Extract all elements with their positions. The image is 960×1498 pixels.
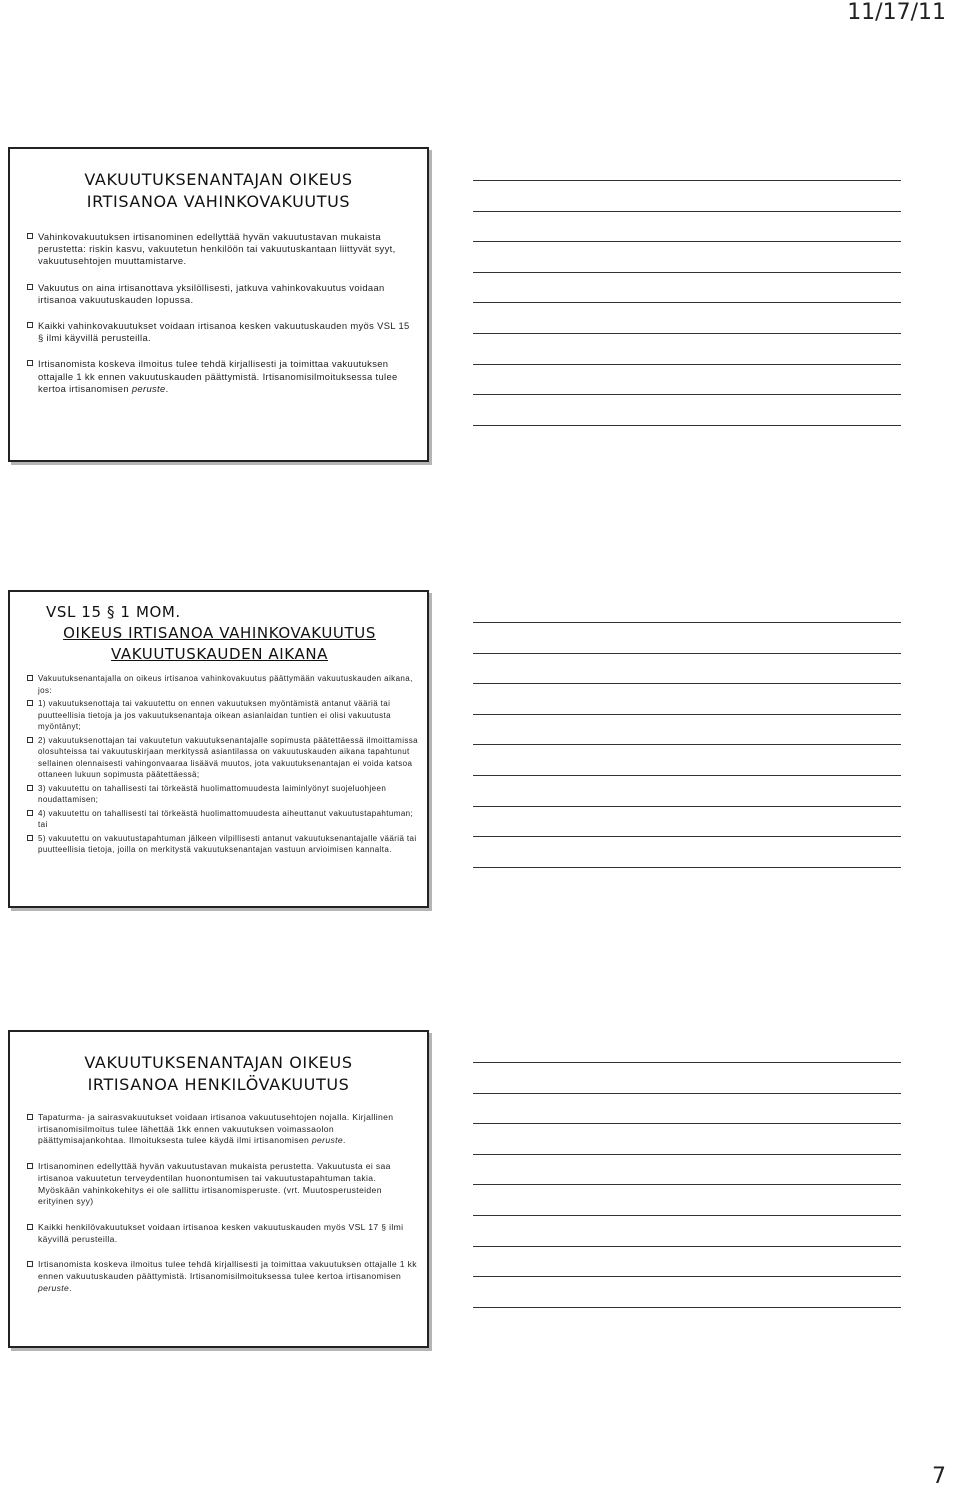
slide-2-bullet-4: 3) vakuutettu on tahallisesti tai törkeästä huolimattomuudesta laiminlyönyt suojeluohjeen noudattamisen;: [20, 783, 419, 806]
slide-1-title-line1: VAKUUTUKSENANTAJAN OIKEUS: [84, 170, 353, 189]
note-line: [473, 1307, 901, 1308]
note-line: [473, 1062, 901, 1063]
square-bullet-icon: [27, 1114, 33, 1120]
square-bullet-icon: [27, 1163, 33, 1169]
slide-3-bullet-4-emph: peruste: [38, 1282, 70, 1293]
slide-2-title: [20, 602, 419, 665]
slide-3-bullet-1: Tapaturma- ja sairasvakuutukset voidaan irtisanoa vakuutusehtojen nojalla. Kirjallinen irtisanomisilmoitus tulee lähettää 1kk ennen vakuutuksen voimassaolon päättymisajankohtaa. Ilmoituksesta tulee käydä ilmi irtisanomisen peruste.: [20, 1112, 417, 1147]
notes-lines-1: [473, 180, 901, 455]
slide-1-bullet-3: Kaikki vahinkovakuutukset voidaan irtisanoa kesken vakuutuskauden myös VSL 15 § ilmi käyvillä perusteilla.: [20, 320, 417, 344]
slide-3-bullet-1-emph: peruste: [311, 1135, 343, 1146]
note-line: [473, 622, 901, 623]
square-bullet-icon: [27, 233, 33, 239]
slide-1: [8, 147, 429, 462]
note-line: [473, 1154, 901, 1155]
square-bullet-icon: [27, 1224, 33, 1230]
note-line: [473, 806, 901, 807]
note-line: [473, 180, 901, 181]
page-number: 7: [932, 1464, 946, 1489]
note-line: [473, 272, 901, 273]
slide-3-title: [20, 1052, 417, 1096]
note-line: [473, 394, 901, 395]
note-line: [473, 744, 901, 745]
note-line: [473, 1093, 901, 1094]
slide-1-bullet-list: [20, 231, 417, 395]
slide-1-bullet-4: Irtisanomista koskeva ilmoitus tulee tehdä kirjallisesti ja toimittaa vakuutuksen ottajalle 1 kk ennen vakuutuskauden päättymistä. Irtisanomisilmoituksessa tulee kertoa irtisanomisen peruste.: [20, 358, 417, 395]
square-bullet-icon: [27, 322, 33, 328]
square-bullet-icon: [27, 785, 33, 791]
note-line: [473, 683, 901, 684]
note-line: [473, 714, 901, 715]
square-bullet-icon: [27, 675, 33, 681]
slide-3-bullet-4: Irtisanomista koskeva ilmoitus tulee tehdä kirjallisesti ja toimittaa vakuutuksen ottajalle 1 kk ennen vakuutuskauden päättymistä. Irtisanomisilmoituksessa tulee kertoa irtisanomisen peruste.: [20, 1259, 417, 1294]
slide-1-bullet-1: Vahinkovakuutuksen irtisanominen edellyttää hyvän vakuutustavan mukaista perustetta: riskin kasvu, vakuutetun henkilöön tai vakuutuskantaan liittyvät syyt, vakuutusehtojen muuttamistarve.: [20, 231, 417, 268]
slide-2-title-line2: OIKEUS IRTISANOA VAHINKOVAKUUTUS: [63, 624, 376, 642]
slide-1-bullet-4-emph: peruste: [131, 382, 166, 394]
slide-3: [8, 1030, 429, 1348]
slide-2-bullet-2: 1) vakuutuksenottaja tai vakuutettu on ennen vakuutuksen myöntämistä antanut vääriä tai puutteellisia tietoja ja jos vakuutuksenantaja oikean asianlaidan tuntien ei olisi vakuutusta myöntänyt;: [20, 698, 419, 733]
square-bullet-icon: [27, 284, 33, 290]
note-line: [473, 1215, 901, 1216]
slide-2-bullet-6: 5) vakuutettu on vakuutustapahtuman jälkeen vilpillisesti antanut vakuutuksenantajalle vääriä tai puutteellisia tietoja, joilla on merkitystä vakuutuksenantajan vastuun arvioimisen kannalta.: [20, 833, 419, 856]
square-bullet-icon: [27, 360, 33, 366]
note-line: [473, 1246, 901, 1247]
note-line: [473, 364, 901, 365]
note-line: [473, 653, 901, 654]
slide-2-title-line1: VSL 15 § 1 MOM.: [46, 603, 181, 621]
note-line: [473, 211, 901, 212]
note-line: [473, 1123, 901, 1124]
slide-3-bullet-2: Irtisanominen edellyttää hyvän vakuutustavan mukaista perustetta. Vakuutusta ei saa irtisanoa vakuutetun terveydentilan huonontumisen tai vakuutustapahtuman takia. Myöskään vahinkokehitys ei ole sallittu irtisanomisperuste. (vrt. Muutosperusteiden erityinen syy): [20, 1161, 417, 1208]
slide-3-bullet-list: [20, 1112, 417, 1294]
notes-lines-3: [473, 1062, 901, 1337]
note-line: [473, 836, 901, 837]
slide-2-bullet-1: Vakuutuksenantajalla on oikeus irtisanoa vahinkovakuutus päättymään vakuutuskauden aikana, jos:: [20, 673, 419, 696]
square-bullet-icon: [27, 700, 33, 706]
note-line: [473, 425, 901, 426]
slide-1-title-line2: IRTISANOA VAHINKOVAKUUTUS: [86, 192, 351, 211]
note-line: [473, 302, 901, 303]
square-bullet-icon: [27, 810, 33, 816]
slide-2-title-line3: VAKUUTUSKAUDEN AIKANA: [110, 645, 329, 663]
square-bullet-icon: [27, 1261, 33, 1267]
slide-1-title: [20, 169, 417, 213]
note-line: [473, 775, 901, 776]
slide-2-bullet-5: 4) vakuutettu on tahallisesti tai törkeästä huolimattomuudesta aiheuttanut vakuutustapahtuman; tai: [20, 808, 419, 831]
slide-2-bullet-list: [20, 673, 419, 856]
note-line: [473, 1184, 901, 1185]
note-line: [473, 1276, 901, 1277]
note-line: [473, 333, 901, 334]
square-bullet-icon: [27, 835, 33, 841]
square-bullet-icon: [27, 737, 33, 743]
slide-3-bullet-3: Kaikki henkilövakuutukset voidaan irtisanoa kesken vakuutuskauden myös VSL 17 § ilmi käyvillä perusteilla.: [20, 1222, 417, 1245]
slide-3-title-line2: IRTISANOA HENKILÖVAKUUTUS: [87, 1075, 350, 1094]
page-date: 11/17/11: [847, 0, 946, 25]
slide-3-title-line1: VAKUUTUKSENANTAJAN OIKEUS: [84, 1053, 353, 1072]
slide-1-bullet-2: Vakuutus on aina irtisanottava yksilöllisesti, jatkuva vahinkovakuutus voidaan irtisanoa vakuutuskauden lopussa.: [20, 282, 417, 306]
notes-lines-2: [473, 622, 901, 897]
note-line: [473, 241, 901, 242]
slide-2-bullet-3: 2) vakuutuksenottajan tai vakuutetun vakuutuksenantajalle sopimusta päätettäessä ilmoittamissa olosuhteissa tai vakuutuskirjaan merkityssä asiantilassa on vakuutuskauden aikana tapahtunut sellainen olennaisesti vahingonvaaraa lisäävä muutos, jota vakuutuksenantajan ei voida katsoa ottaneen lukuun sopimusta päätettäessä;: [20, 735, 419, 781]
slide-2: [8, 590, 429, 908]
note-line: [473, 867, 901, 868]
